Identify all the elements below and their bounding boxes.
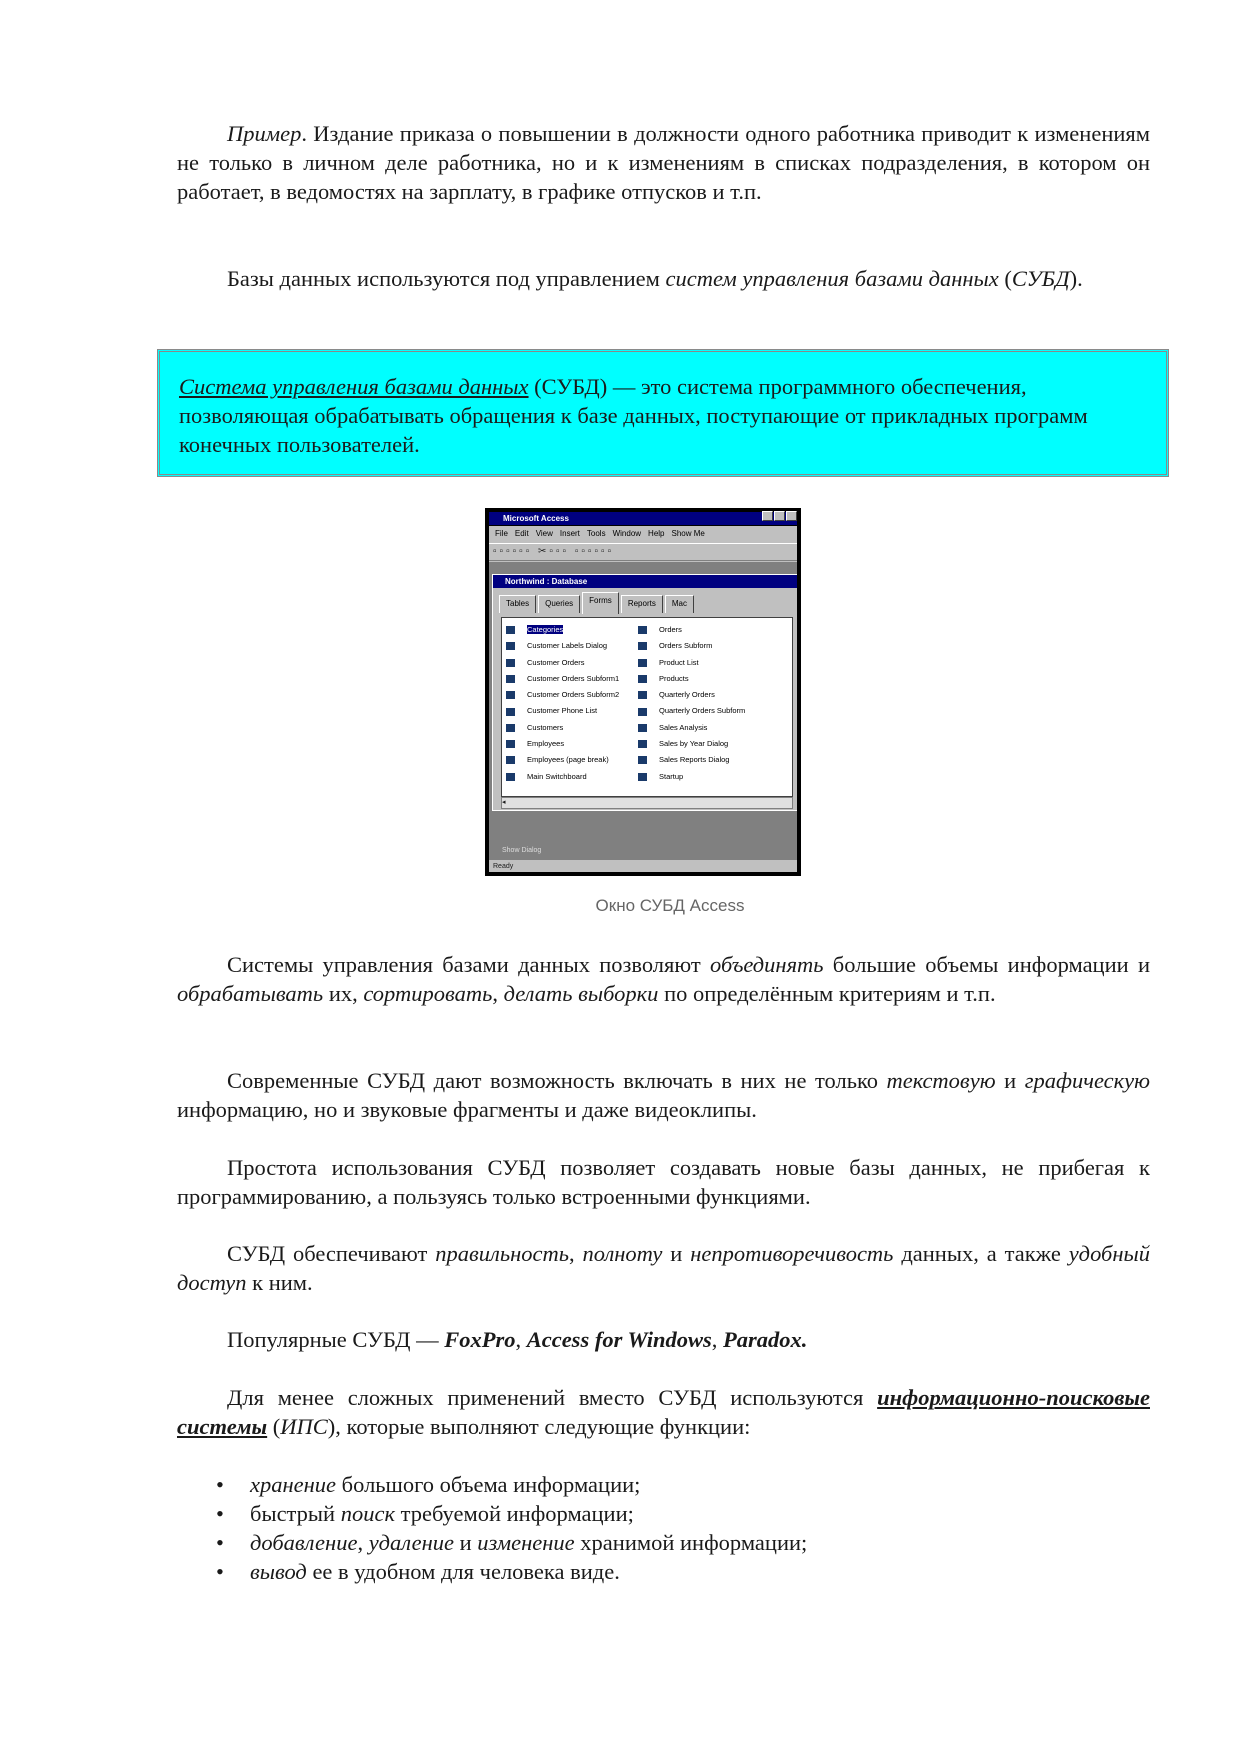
text-span: Популярные СУБД — (227, 1327, 445, 1352)
tab-queries: Queries (538, 595, 580, 613)
tab-macros: Mac (665, 595, 694, 613)
list-item-label: Employees (page break) (527, 755, 609, 765)
example-label: Пример (227, 121, 302, 146)
text-span: СУБД обеспечивают (227, 1241, 436, 1266)
text-span: требуемой информации; (394, 1501, 634, 1526)
italic-term: объединять (709, 952, 824, 977)
status-bar: Ready (489, 861, 797, 872)
bullet-icon: • (216, 1501, 224, 1526)
figure-caption: Окно СУБД Access (595, 896, 745, 915)
list-item (506, 638, 619, 654)
list-item (506, 655, 619, 671)
list-item-label: Categories (527, 625, 564, 634)
italic-term: текстовую (886, 1068, 996, 1093)
text-span: , (492, 981, 504, 1006)
list-item (506, 769, 619, 785)
tab-reports: Reports (621, 595, 663, 613)
paragraph-modern-dbms (177, 1066, 1150, 1124)
paragraph-guarantees (177, 1239, 1150, 1297)
menu-view: View (535, 529, 553, 538)
minimize-icon (762, 511, 773, 521)
menu-showme: Show Me (671, 529, 705, 538)
list-item-label: Products (659, 673, 689, 683)
text-span: ( (267, 1414, 281, 1439)
text-span: большого объема информации; (336, 1472, 641, 1497)
text-span: ее в удобном для человека виде. (306, 1559, 620, 1584)
form-icon (638, 642, 647, 650)
menu-edit: Edit (514, 529, 529, 538)
italic-term: обрабатывать (177, 981, 324, 1006)
window-client (489, 526, 797, 872)
window-controls (762, 511, 797, 521)
form-icon (506, 740, 515, 748)
text-span: ( (998, 266, 1012, 291)
list-item-label: Customer Labels Dialog (527, 641, 608, 651)
form-icon (506, 756, 515, 764)
forms-column-1 (506, 622, 619, 785)
list-item-label: Orders (659, 625, 682, 634)
italic-term: систем управления базами данных (665, 266, 999, 291)
form-icon (638, 659, 647, 667)
list-item (212, 1499, 807, 1528)
form-icon (638, 626, 647, 634)
text-span: хранимой информации; (574, 1530, 808, 1555)
form-icon (506, 724, 515, 732)
ips-functions-list (212, 1470, 807, 1586)
list-item-label: Customer Phone List (527, 706, 598, 716)
maximize-icon (774, 511, 785, 521)
menu-help: Help (648, 529, 665, 538)
form-icon (506, 626, 515, 634)
menu-insert: Insert (559, 529, 580, 538)
minimized-window: Show Dialog (492, 844, 592, 857)
access-window-image (485, 508, 801, 876)
italic-term: делать выборки (503, 981, 659, 1006)
menu-file: File (495, 529, 508, 538)
italic-term: полноту (582, 1241, 663, 1266)
list-item (506, 671, 619, 687)
list-item-label: Orders Subform (659, 641, 713, 651)
text-span: по определённым критериям и т.п. (658, 981, 996, 1006)
text-span: их, (323, 981, 364, 1006)
list-item-label: Quarterly Orders (659, 690, 715, 700)
form-icon (638, 675, 647, 683)
text-span: , (357, 1530, 369, 1555)
form-icon (506, 642, 515, 650)
list-item-label: Customer Orders Subform2 (527, 690, 620, 700)
tab-tables: Tables (499, 595, 536, 613)
list-item-label: Product List (659, 657, 699, 667)
list-item-label: Main Switchboard (527, 771, 587, 781)
text-span: Системы управления базами данных позволяют (227, 952, 710, 977)
italic-term: хранение (250, 1472, 337, 1497)
italic-term: поиск (340, 1501, 395, 1526)
list-item (638, 655, 745, 671)
italic-term: ИПС (280, 1414, 328, 1439)
mdi-area (489, 562, 797, 860)
bullet-icon: • (216, 1530, 224, 1555)
bullet-icon: • (216, 1559, 224, 1584)
text-span: большие объемы информации и (823, 952, 1150, 977)
form-icon (506, 659, 515, 667)
close-icon (786, 511, 797, 521)
text-span: Современные СУБД дают возможность включать в них не только (227, 1068, 887, 1093)
ips-term-link[interactable]: информационно-поисковые системы (177, 1385, 1150, 1439)
text-span: быстрый (250, 1501, 341, 1526)
text-span: Базы данных используются под управлением (227, 266, 666, 291)
list-item (212, 1470, 807, 1499)
italic-term: правильность (435, 1241, 569, 1266)
paragraph-ips (177, 1383, 1150, 1441)
form-icon (638, 708, 647, 716)
window-title: Microsoft Access (489, 512, 797, 525)
text-span: ). (1069, 266, 1083, 291)
horizontal-scrollbar: ◂ (501, 797, 793, 809)
list-item-label: Sales by Year Dialog (659, 739, 729, 749)
text-span: информацию, но и звуковые фрагменты и даже видеоклипы. (177, 1097, 757, 1122)
menu-tools: Tools (586, 529, 606, 538)
text-span: данных, а также (893, 1241, 1069, 1266)
menu-bar (489, 526, 797, 541)
list-item (212, 1557, 807, 1586)
list-item (638, 720, 745, 736)
definition-term-link[interactable]: Система управления базами данных (179, 374, 529, 399)
italic-term: удаление (368, 1530, 454, 1555)
bold-term: Access for Windows (526, 1327, 712, 1352)
list-item (638, 736, 745, 752)
italic-term: вывод (250, 1559, 307, 1584)
list-item-label: Customer Orders (527, 657, 585, 667)
list-item-label: Customers (527, 722, 564, 732)
database-window (492, 574, 797, 811)
paragraph-dbms-intro (177, 264, 1150, 293)
list-item (638, 703, 745, 719)
tab-forms: Forms (582, 592, 619, 614)
list-item (506, 687, 619, 703)
text-span: и (662, 1241, 691, 1266)
definition-text (179, 372, 1139, 459)
text-span: , (515, 1327, 527, 1352)
paragraph-text: . Издание приказа о повышении в должности одного работника приводит к изменениям не только в личном деле работника, но и к изменениям в списках подразделения, в котором он работает, в ведомостях на зарплату, в графике отпусков и т.п. (177, 121, 1150, 204)
text-span: ), которые выполняют следующие функции: (327, 1414, 751, 1439)
list-item (638, 687, 745, 703)
list-item-label: Customer Orders Subform1 (527, 673, 620, 683)
italic-term: удобный доступ (177, 1241, 1150, 1295)
italic-term: СУБД (1011, 266, 1070, 291)
list-item-label: Sales Reports Dialog (659, 755, 730, 765)
definition-body: (СУБД) — это система программного обеспечения, позволяющая обрабатывать обращения к базе данных, поступающие от прикладных программ конечных пользователей. (179, 374, 1088, 457)
list-item (506, 622, 619, 638)
form-icon (506, 675, 515, 683)
form-icon (638, 773, 647, 781)
list-item (506, 720, 619, 736)
list-item (506, 736, 619, 752)
form-icon (506, 708, 515, 716)
form-icon (638, 756, 647, 764)
forms-column-2 (638, 622, 745, 785)
paragraph-example (177, 119, 1150, 206)
text-span: , (568, 1241, 583, 1266)
list-item-label: Quarterly Orders Subform (659, 706, 746, 716)
list-item (638, 769, 745, 785)
paragraph-simplicity (177, 1153, 1150, 1211)
italic-term: графическую (1024, 1068, 1150, 1093)
list-item-label: Sales Analysis (659, 722, 708, 732)
list-item (638, 622, 745, 638)
list-item (506, 703, 619, 719)
form-icon (638, 691, 647, 699)
italic-term: добавление (250, 1530, 358, 1555)
object-tabs (499, 595, 797, 613)
database-title: Northwind : Database (493, 575, 797, 588)
bullet-icon: • (216, 1472, 224, 1497)
form-icon (638, 740, 647, 748)
italic-term: изменение (477, 1530, 575, 1555)
forms-list (501, 617, 793, 797)
list-item (506, 752, 619, 768)
list-item (638, 671, 745, 687)
text-span: и (454, 1530, 478, 1555)
definition-box (157, 349, 1169, 477)
list-item (212, 1528, 807, 1557)
list-item (638, 638, 745, 654)
paragraph-popular-dbms (177, 1325, 1150, 1354)
menu-window: Window (612, 529, 642, 538)
toolbar-icons: ▫▫▫▫▫▫ ✂▫▫▫ ▫▫▫▫▫▫ (489, 543, 797, 561)
italic-term: непротиворечивость (690, 1241, 894, 1266)
bold-term: Paradox. (723, 1327, 808, 1352)
text-span: Простота использования СУБД позволяет создавать новые базы данных, не прибегая к программированию, а пользуясь только встроенными функциями. (177, 1155, 1150, 1209)
list-item-label: Startup (659, 771, 684, 781)
text-span: , (711, 1327, 723, 1352)
form-icon (506, 773, 515, 781)
italic-term: сортировать (363, 981, 493, 1006)
text-span: и (995, 1068, 1025, 1093)
text-span: к ним. (246, 1270, 313, 1295)
list-item-label: Employees (527, 739, 565, 749)
list-item (638, 752, 745, 768)
form-icon (638, 724, 647, 732)
text-span: Для менее сложных применений вместо СУБД используются (227, 1385, 878, 1410)
form-icon (506, 691, 515, 699)
bold-term: FoxPro (444, 1327, 516, 1352)
paragraph-dbms-capabilities (177, 950, 1150, 1008)
